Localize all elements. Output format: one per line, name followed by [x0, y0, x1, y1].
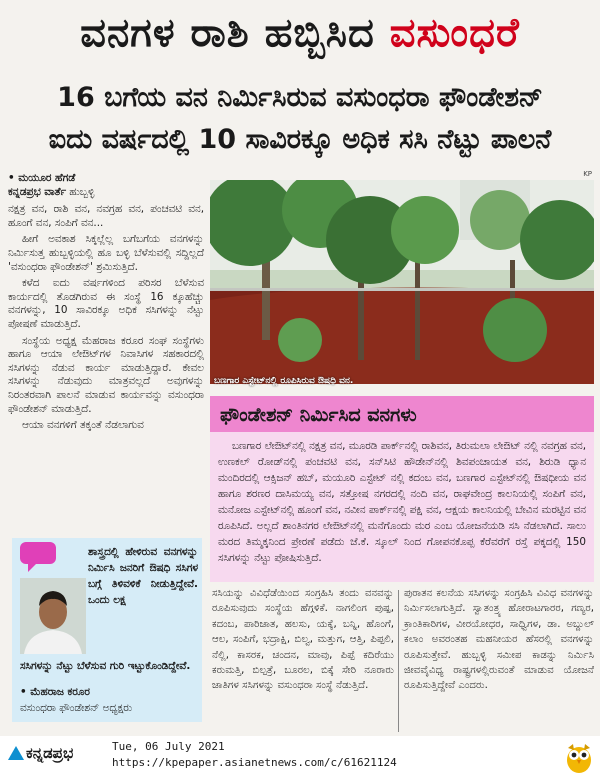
forests-list-box: [210, 396, 594, 582]
left-column: [8, 172, 204, 436]
box-text: ಬಣಗಾರ ಲೇಔಟ್‌ನಲ್ಲಿ ನಕ್ಷತ್ರ ವನ, ಮೂರಡಿ ಪಾರ್ಕ್‌ನಲ್ಲಿ ರಾಶಿವನ, ತಿರುಮಲಾ ಲೇಔಟ್ ನಲ್ಲಿ ನವಗ್ರಹ ವನ, ಉಣಕಲ್ ರೋಡ್‌ನಲ್ಲಿ ಪಂಚವಟಿ ವನ, ಸನ್‌ಸಿಟಿ ಹೌಡೇನ್‌ನಲ್ಲಿ ಶಿವಪಂಚಾಯತ ವನ, ಶಿರುಡಿ ಧ್ಯಾನ ಮಂದಿರದಲ್ಲಿ ಆಕ್ಸಿಜನ್ ಹಬ್, ಮಯೂರಿ ಎಸ್ಟೇಟ್ ನಲ್ಲಿ ಕದಂಬ ವನ, ಬಣಗಾರ ಎಸ್ಟೇಟ್‌ನಲ್ಲಿ ಔಷಧೀಯ ವನ ಹಾಗೂ ಶರಣರ ದಾಸಿಮಯ್ಯ ವನ, ಸತ್ತೋಷ ನಗರದಲ್ಲಿ ನಂದಿ ವನ, ರಾಘವೇಂದ್ರ ಕಾಲನಿಯಲ್ಲಿ ಸಂಪಿಗೆ ವನ, ಮನೋಜ ಎಸ್ಟೇಟ್‌ನಲ್ಲಿ ಹೂಂಗೆ ವನ, ನವೀನ ಪಾರ್ಕ್‌ನಲ್ಲಿ ಪಕ್ಷಿ ವನ, ಆಕ್ಷಯ ಕಾಲನಿಯಲ್ಲಿ ಬೇವಿನ ಮರಟ್ಟಿನ ವನ ರೂಪಿಸಿದೆ. ಅಲ್ಲದೆ ಶಾಂತಿನಗರ ಲೇಔಟ್‌ನಲ್ಲಿ ಮನೆಗೊಂದು ಮರ ಎಂಬ ಯೋಜನೆಯಡಿ ಸಸಿ ನೆಡಲಾಗಿದೆ. ಸಾಲು ಮರದ ತಿಮ್ಮಕ್ಕನಿಂದ ಪ್ರೇರಣೆ ಪಡೆದು ಜೆ.ಕೆ. ಸ್ಕೂಲ್ ನಿಂದ ಗೋಪನಕೊಪ್ಪ ಕೆರೆವರೆಗೆ ರಸ್ತೆ ಪಕ್ಕದಲ್ಲಿ 150 ಸಸಿಗಳನ್ನು ನೆಟ್ಟು ಪೋಷಿಸುತ್ತಿದೆ.: [218, 440, 586, 564]
paragraph: ಹೀಗೆ ಅವಕಾಶ ಸಿಕ್ಕಲ್ಲೆಲ್ಲ ಬಗೆಬಗೆಯ ವನಗಳನ್ನು ನಿರ್ಮಿಸುತ್ತ ಹುಬ್ಬಳ್ಳಿಯಲ್ಲಿ ಹೂ ಬಳ್ಳಿ ಬೆಳೆಸುವಲ್ಲಿ ಸದ್ದಿಲ್ಲದೆ 'ವಸುಂಧರಾ ಫೌಂಡೇಶನ್' ಶ್ರಮಿಸುತ್ತಿದೆ.: [8, 233, 204, 273]
quote-text: ಶಾಸ್ತ್ರದಲ್ಲಿ ಹೇಳಿರುವ ವನಗಳನ್ನು ನಿರ್ಮಿಸಿ ಜನರಿಗೆ ಔಷಧಿ ಸಸಿಗಳ ಬಗ್ಗೆ ತಿಳಿವಳಿಕೆ ನೀಡುತ್ತಿದ್ದೇವೆ. ಒಂದು ಲಕ್ಷ: [88, 546, 198, 606]
box-title: ಫೌಂಡೇಶನ್ ನಿರ್ಮಿಸಿದ ವನಗಳು: [210, 396, 594, 432]
byline-place: ಹುಬ್ಬಳ್ಳಿ: [69, 185, 95, 198]
owl-icon: [564, 740, 594, 774]
paragraph: ನಕ್ಷತ್ರ ವನ, ರಾಶಿ ವನ, ನವಗ್ರಹ ವನ, ಪಂಚವಟಿ ವನ, ಹೂಂಗೆ ವನ, ಸಂಪಿಗೆ ವನ...: [8, 203, 204, 229]
epaper-footer: [0, 736, 600, 778]
paragraph: ಕಳೆದ ಐದು ವರ್ಷಗಳಿಂದ ಪರಿಸರ ಬೆಳೆಸುವ ಕಾರ್ಯದಲ್ಲಿ ತೊಡಗಿರುವ ಈ ಸಂಸ್ಥೆ 16 ಕ್ಕೂಹೆಚ್ಚು ವನಗಳನ್ನು, 10 ಸಾವಿರಕ್ಕೂ ಅಧಿಕ ಸಸಿಗಳನ್ನು ನೆಟ್ಟು ಪೋಷಣೆ ಮಾಡುತ್ತಿದೆ.: [8, 277, 204, 330]
quote-box: [12, 538, 202, 722]
publication-logo[interactable]: [8, 744, 73, 762]
body-column-2: ಸಸಿಯನ್ನು ವಿವಿಧೆಡೆಯಿಂದ ಸಂಗ್ರಹಿಸಿ ತಂದು ವನವನ್ನು ರೂಪಿಸುವುದು ಸಂಸ್ಥೆಯ ಹೆಗ್ಗಳಿಕೆ. ನಾಗಲಿಂಗ ಪುಷ್ಪ, ಕದಂಬ, ಪಾರಿಜಾತ, ಹಲಸು, ಯಕ್ಕೆ, ಬನ್ನಿ, ಹೊಂಗೆ, ಆಲ, ಸಂಪಿಗೆ, ಭದ್ರಾಕ್ಷಿ, ಬಿಲ್ವ, ಮತ್ತುಗ, ಆತ್ತಿ, ಪಿಪ್ಪಲಿ, ನೆಲ್ಲಿ, ಕಾಸರಕ, ಚಂದನ, ಮಾವು, ಪಿಪ್ಪೆ ಕದಿರೆಯು ಕರುಮತ್ತಿ, ಬಿಲ್ಪತ್ರೆ, ಬೂರಲ, ಬಿಕ್ಕೆ ಸೇರಿ ನೂರಾರು ಜಾತಿಗಳ ಸಸಿಗಳನ್ನು ವಸುಂಧರಾ ಸಂಸ್ಥೆ ನೆಡುತ್ತಿದೆ.: [212, 588, 394, 692]
subheadline-2: ಐದು ವರ್ಷದಲ್ಲಿ 10 ಸಾವಿರಕ್ಕೂ ಅಧಿಕ ಸಸಿ ನೆಟ್ಟು ಪಾಲನೆ: [48, 124, 552, 155]
forest-photo: [210, 180, 594, 384]
quote-tail: ಸಸಿಗಳನ್ನು ನೆಟ್ಟು ಬೆಳೆಸುವ ಗುರಿ ಇಟ್ಟುಕೊಂಡಿದ್ದೇವೆ.: [20, 660, 191, 672]
edition-date: Tue, 06 July 2021: [112, 740, 225, 753]
quote-role: ವಸುಂಧರಾ ಫೌಂಡೇಶನ್ ಅಧ್ಯಕ್ಷರು: [20, 702, 132, 714]
speech-bubble-icon: [20, 542, 56, 564]
paragraph: ಸಂಸ್ಥೆಯ ಅಧ್ಯಕ್ಷ ಮೆಹರಾಜ ಕರೂರ ಸಂಘ ಸಂಸ್ಥೆಗಳು ಹಾಗೂ ಆಯಾ ಲೇಔಟ್‌ಗಳ ನಿವಾಸಿಗಳ ಸಹಕಾರದಲ್ಲಿ ಸಸಿಗಳನ್ನು ನೆಡುವ ಕಾರ್ಯ ಮಾಡುತ್ತಿದ್ದಾರೆ. ಕೇವಲ ಸಸಿಗಳನ್ನು ನೆಡುವುದು ಮಾತ್ರವಲ್ಲದೆ ಅವುಗಳನ್ನು ನಿರಂತರವಾಗಿ ಪಾಲನೆ ಮಾಡುವ ಕಾರ್ಯವನ್ನು ವಸುಂಧರಾ ಫೌಂಡೇಶನ್ ಮಾಡುತ್ತಿದೆ.: [8, 334, 204, 415]
byline: [8, 172, 204, 199]
kp-mark: KP: [583, 170, 592, 178]
headline-accent: ವಸುಂಧರೆ: [389, 10, 520, 56]
byline-source: ಕನ್ನಡಪ್ರಭ ವಾರ್ತೆ: [8, 185, 66, 198]
photo-caption: ಬಣಗಾರ ಎಸ್ಟೇಟ್‌ನಲ್ಲಿ ರೂಪಿಸಿರುವ ಔಷಧಿ ವನ.: [214, 376, 354, 386]
column-divider: [398, 590, 399, 732]
logo-text: ಕನ್ನಡಪ್ರಭ: [26, 744, 74, 762]
quote-attribution: [20, 684, 198, 716]
headline-part1: ವನಗಳ ರಾಶಿ ಹಬ್ಬಿಸಿದ: [80, 10, 390, 56]
body-column-3: ಪುರಾತನ ಕಲನೆಯ ಸಸಿಗಳನ್ನು ಸಂಗ್ರಹಿಸಿ ವಿವಿಧ ವನಗಳನ್ನು ನಿರ್ಮಿಸಲಾಗುತ್ತಿದೆ. ಸ್ವಾತಂತ್ರ್ಯ ಹೋರಾಟಗಾರರ, ಗಣ್ಯರ, ಕ್ರಾಂತಿಕಾರಿಗಳ, ವೀರಯೋಧರ, ಸಾಧ್ವಿಗಳ, ಡಾ. ಅಬ್ದುಲ್ ಕಲಾಂ ಅವರಂತಹ ಮಹನೀಯರ ಹೆಸರಲ್ಲಿ ವನಗಳನ್ನು ರೂಪಿಸುತ್ತೇವೆ. ಹುಬ್ಬಳ್ಳಿ ಸಮೀಪ ಕಾಡನ್ನು ನಿರ್ಮಿಸಿ ಜೀವವೈವಿಧ್ಯ ರಾಷ್ಟ್ರಗಳಲ್ಲಿರುವಂತೆ ಮಾಡುವ ಯೋಜನೆ ರೂಪಿಸುತ್ತಿದ್ದೇವೆ ಎಂದರು.: [404, 588, 594, 692]
quote-name: • ಮೆಹರಾಜ ಕರೂರ: [20, 686, 90, 698]
byline-name: • ಮಯೂರ ಹೆಗಡೆ: [8, 172, 76, 184]
subheadline-1: 16 ಬಗೆಯ ವನ ನಿರ್ಮಿಸಿರುವ ವಸುಂಧರಾ ಫೌಂಡೇಶನ್: [57, 82, 543, 113]
epaper-url[interactable]: https://kpepaper.asianetnews.com/c/61621124: [112, 756, 397, 769]
avatar: [20, 578, 86, 654]
headline: [0, 4, 600, 62]
paragraph: ಆಯಾ ವನಗಳಿಗೆ ತಕ್ಕಂತೆ ನೆಡಲಾಗುವ: [22, 419, 144, 432]
triangle-logo-icon: [8, 746, 24, 760]
